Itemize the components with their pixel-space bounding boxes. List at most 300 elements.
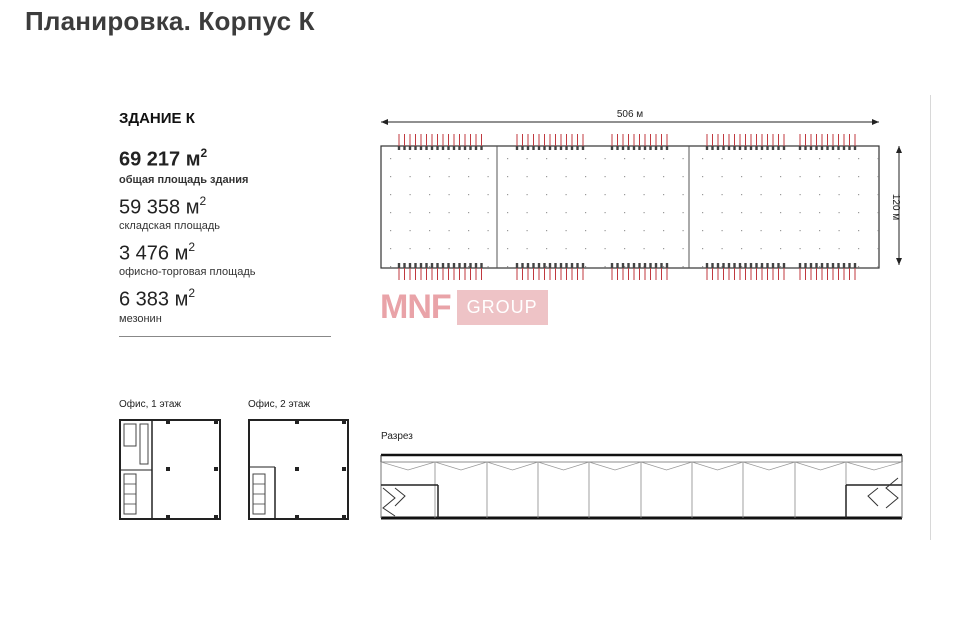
floor-plan	[381, 134, 879, 280]
dock-leveler	[480, 146, 482, 150]
dock-leveler	[804, 263, 806, 268]
column-dot	[488, 266, 489, 267]
dock-leveler	[655, 146, 657, 150]
column-dot	[624, 194, 625, 195]
dock-leveler	[420, 146, 422, 150]
column-dot	[449, 248, 450, 249]
dock-leveler	[761, 263, 763, 268]
page-title: Планировка. Корпус К	[25, 6, 315, 36]
column-dot	[663, 248, 664, 249]
column-dot	[858, 176, 859, 177]
column-dot	[429, 230, 430, 231]
dock-leveler	[766, 146, 768, 150]
column-dot	[663, 230, 664, 231]
building-name: ЗДАНИЕ К	[119, 110, 195, 127]
column-dot	[449, 212, 450, 213]
column-dot	[780, 212, 781, 213]
dock-leveler	[815, 146, 817, 150]
dock-leveler	[649, 146, 651, 150]
dock-leveler	[744, 146, 746, 150]
total-area-value: 69 217 $м^2$	[119, 146, 208, 171]
dock-leveler	[733, 146, 735, 150]
column-dot	[878, 158, 879, 159]
column-dot	[761, 158, 762, 159]
section-truss	[743, 462, 795, 470]
dock-leveler	[644, 146, 646, 150]
column-dot	[683, 176, 684, 177]
column-dot	[566, 194, 567, 195]
column-dot	[468, 266, 469, 267]
column-dot	[429, 266, 430, 267]
column-dot	[683, 248, 684, 249]
column-dot	[858, 158, 859, 159]
column-dot	[800, 230, 801, 231]
column-dot	[722, 248, 723, 249]
dock-leveler	[627, 146, 629, 150]
column-dot	[449, 230, 450, 231]
column-dot	[702, 266, 703, 267]
column-dot	[488, 212, 489, 213]
dock-leveler	[409, 146, 411, 150]
column-dot	[839, 230, 840, 231]
dock-leveler	[582, 146, 584, 150]
dock-leveler	[826, 263, 828, 268]
dock-leveler	[560, 146, 562, 150]
column-dot	[605, 266, 606, 267]
column-dot	[507, 266, 508, 267]
column-dot	[546, 230, 547, 231]
column-dot	[429, 194, 430, 195]
column-dot	[741, 248, 742, 249]
dock-leveler	[464, 263, 466, 268]
column-dot	[878, 230, 879, 231]
dock-leveler	[453, 146, 455, 150]
dock-leveler	[480, 263, 482, 268]
warehouse-area-caption: складская площадь	[119, 220, 221, 232]
dock-leveler	[733, 263, 735, 268]
office-floor-2-plan	[249, 420, 348, 519]
column-dot	[507, 248, 508, 249]
column-dot	[644, 230, 645, 231]
dock-leveler	[706, 146, 708, 150]
column-dot	[702, 248, 703, 249]
column-dot	[761, 230, 762, 231]
section-truss	[641, 462, 692, 470]
dock-leveler	[750, 263, 752, 268]
column-dot	[527, 212, 528, 213]
column-dot	[858, 248, 859, 249]
dock-leveler	[469, 263, 471, 268]
plan-outline	[381, 146, 879, 268]
column-dot	[819, 194, 820, 195]
section-truss	[846, 462, 902, 470]
column-dot	[527, 176, 528, 177]
dock-leveler	[755, 146, 757, 150]
dock-leveler	[783, 146, 785, 150]
column-dot	[605, 158, 606, 159]
dock-leveler	[837, 263, 839, 268]
dock-leveler	[848, 146, 850, 150]
column-dot	[839, 158, 840, 159]
column-dot	[605, 176, 606, 177]
column-dot	[410, 176, 411, 177]
dock-leveler	[420, 263, 422, 268]
column-dot	[488, 230, 489, 231]
dock-leveler	[799, 263, 801, 268]
column-dot	[702, 230, 703, 231]
dock-leveler	[666, 263, 668, 268]
warehouse-area-value: 59 358 $м^2$	[119, 194, 207, 219]
dock-leveler	[571, 146, 573, 150]
column-dot	[878, 212, 879, 213]
column-dot	[410, 158, 411, 159]
dock-leveler	[655, 263, 657, 268]
dock-leveler	[521, 146, 523, 150]
column-dot	[819, 176, 820, 177]
dock-leveler	[783, 263, 785, 268]
dock-leveler	[832, 146, 834, 150]
column-dot	[858, 212, 859, 213]
dock-leveler	[744, 263, 746, 268]
column-dot	[468, 194, 469, 195]
column-dot	[527, 230, 528, 231]
column-dot	[644, 176, 645, 177]
dock-leveler	[458, 263, 460, 268]
column-dot	[507, 230, 508, 231]
dock-leveler	[475, 146, 477, 150]
column-dot	[390, 230, 391, 231]
column-dot	[507, 194, 508, 195]
column-dot	[449, 176, 450, 177]
column-dot	[722, 194, 723, 195]
column-dot	[683, 212, 684, 213]
column-dot	[780, 194, 781, 195]
column-dot	[605, 194, 606, 195]
office-floor-2-label: Офис, 2 этаж	[248, 399, 311, 410]
dock-leveler	[436, 263, 438, 268]
column-dot	[488, 194, 489, 195]
column-dot	[449, 158, 450, 159]
dock-leveler	[442, 263, 444, 268]
column-dot	[605, 212, 606, 213]
dock-leveler	[565, 146, 567, 150]
dock-leveler	[772, 263, 774, 268]
section-truss	[435, 462, 487, 470]
dock-leveler	[832, 263, 834, 268]
dock-leveler	[666, 146, 668, 150]
column-dot	[741, 194, 742, 195]
dock-leveler	[761, 146, 763, 150]
column-dot	[468, 230, 469, 231]
dock-leveler	[772, 146, 774, 150]
mezzanine-area-caption: мезонин	[119, 313, 162, 325]
column-dot	[741, 176, 742, 177]
dock-leveler	[571, 263, 573, 268]
column-dot	[410, 230, 411, 231]
column-dot	[624, 158, 625, 159]
dock-leveler	[475, 263, 477, 268]
column-dot	[800, 194, 801, 195]
column-dot	[585, 158, 586, 159]
column-dot	[780, 230, 781, 231]
dock-leveler	[527, 263, 529, 268]
column-dot	[390, 194, 391, 195]
dock-leveler	[810, 263, 812, 268]
logo-brand: MNF	[380, 288, 451, 326]
column-dot	[410, 248, 411, 249]
column-dot	[488, 248, 489, 249]
dock-leveler	[543, 146, 545, 150]
column-dot	[741, 212, 742, 213]
column-dot	[761, 176, 762, 177]
column-dot	[585, 266, 586, 267]
dock-leveler	[728, 263, 730, 268]
column-dot	[878, 176, 879, 177]
dock-leveler	[554, 146, 556, 150]
column-dot	[761, 212, 762, 213]
column-dot	[780, 248, 781, 249]
dock-leveler	[516, 263, 518, 268]
dock-leveler	[576, 263, 578, 268]
section-truss	[487, 462, 538, 470]
column-dot	[683, 158, 684, 159]
column-dot	[858, 230, 859, 231]
width-label: 120 м	[890, 193, 901, 221]
column-dot	[390, 266, 391, 267]
dock-leveler	[543, 263, 545, 268]
mezzanine-area-value: 6 383 $м^2$	[119, 286, 196, 311]
dock-leveler	[527, 146, 529, 150]
office-area-caption: офисно-торговая площадь	[119, 266, 256, 278]
column-dot	[741, 158, 742, 159]
column-dot	[858, 266, 859, 267]
dock-leveler	[447, 146, 449, 150]
dock-leveler	[854, 263, 856, 268]
dock-leveler	[843, 263, 845, 268]
section-trusses	[381, 462, 902, 518]
dock-leveler	[414, 263, 416, 268]
office-floor-1-plan	[120, 420, 220, 519]
dock-leveler	[826, 146, 828, 150]
column-dot	[624, 230, 625, 231]
dock-leveler	[425, 263, 427, 268]
column-dot	[663, 194, 664, 195]
dock-leveler	[755, 263, 757, 268]
dock-leveler	[431, 146, 433, 150]
dock-leveler	[464, 146, 466, 150]
column-dot	[663, 158, 664, 159]
column-dot	[683, 230, 684, 231]
dock-leveler	[554, 263, 556, 268]
dock-leveler	[521, 263, 523, 268]
dock-leveler	[516, 146, 518, 150]
column-dot	[546, 176, 547, 177]
column-dot	[546, 248, 547, 249]
column-dot	[702, 194, 703, 195]
column-dot	[390, 212, 391, 213]
column-dot	[546, 212, 547, 213]
dock-leveler	[532, 146, 534, 150]
column-dot	[429, 176, 430, 177]
dock-leveler	[633, 263, 635, 268]
column-dot	[761, 248, 762, 249]
logo-group: GROUP	[457, 290, 548, 325]
column-dot	[780, 176, 781, 177]
column-dot	[702, 212, 703, 213]
column-dot	[741, 230, 742, 231]
column-dot	[663, 212, 664, 213]
dock-leveler	[622, 263, 624, 268]
column-dot	[507, 212, 508, 213]
column-dot	[546, 194, 547, 195]
column-dot	[800, 212, 801, 213]
column-dot	[390, 158, 391, 159]
dock-leveler	[804, 146, 806, 150]
column-dot	[878, 194, 879, 195]
column-dot	[722, 212, 723, 213]
dock-leveler	[436, 146, 438, 150]
column-dot	[585, 230, 586, 231]
length-label: 506 м	[616, 109, 644, 120]
column-dot	[780, 266, 781, 267]
dock-leveler	[660, 263, 662, 268]
column-dot	[605, 230, 606, 231]
column-dot	[410, 194, 411, 195]
dock-leveler	[565, 263, 567, 268]
dock-leveler	[706, 263, 708, 268]
column-dot	[644, 248, 645, 249]
dock-leveler	[717, 146, 719, 150]
dock-leveler	[549, 146, 551, 150]
dock-leveler	[560, 263, 562, 268]
column-dot	[819, 266, 820, 267]
column-dot	[683, 266, 684, 267]
cross-section	[381, 455, 902, 518]
section-truss	[538, 462, 589, 470]
dock-leveler	[532, 263, 534, 268]
dock-leveler	[799, 146, 801, 150]
column-dot	[839, 212, 840, 213]
dock-leveler	[431, 263, 433, 268]
dock-leveler	[453, 263, 455, 268]
column-dot	[644, 158, 645, 159]
column-dot	[566, 248, 567, 249]
column-dot	[663, 266, 664, 267]
section-truss	[381, 462, 435, 470]
total-area-caption: общая площадь здания	[119, 174, 249, 186]
dock-leveler	[538, 146, 540, 150]
column-dot	[702, 176, 703, 177]
dock-leveler	[815, 263, 817, 268]
dock-leveler	[616, 146, 618, 150]
dock-leveler	[538, 263, 540, 268]
dock-leveler	[414, 146, 416, 150]
column-dot	[468, 176, 469, 177]
column-dot	[488, 176, 489, 177]
column-dot	[761, 194, 762, 195]
column-dot	[624, 212, 625, 213]
column-dot	[722, 230, 723, 231]
column-dot	[839, 194, 840, 195]
dock-leveler	[638, 146, 640, 150]
dock-leveler	[810, 146, 812, 150]
column-dot	[410, 212, 411, 213]
column-dot	[429, 248, 430, 249]
dock-leveler	[582, 263, 584, 268]
dock-leveler	[722, 146, 724, 150]
column-dot	[663, 176, 664, 177]
dock-leveler	[469, 146, 471, 150]
column-dot	[546, 158, 547, 159]
dock-leveler	[660, 146, 662, 150]
dock-leveler	[821, 263, 823, 268]
column-dot	[527, 248, 528, 249]
section-truss	[795, 462, 846, 470]
column-dot	[585, 248, 586, 249]
section-office-right	[846, 478, 902, 518]
dock-leveler	[576, 146, 578, 150]
column-dot	[468, 212, 469, 213]
dock-leveler	[616, 263, 618, 268]
section-truss	[692, 462, 743, 470]
dock-leveler	[722, 263, 724, 268]
column-dot	[819, 248, 820, 249]
dock-leveler	[638, 263, 640, 268]
dock-leveler	[425, 146, 427, 150]
dock-leveler	[711, 146, 713, 150]
column-dot	[800, 158, 801, 159]
column-dot	[839, 248, 840, 249]
column-dot	[878, 248, 879, 249]
column-dot	[800, 248, 801, 249]
office-floor-1-label: Офис, 1 этаж	[119, 399, 182, 410]
column-dot	[644, 212, 645, 213]
section-office-left	[381, 485, 438, 518]
column-dot	[546, 266, 547, 267]
dock-leveler	[447, 263, 449, 268]
column-dot	[429, 158, 430, 159]
column-dot	[507, 176, 508, 177]
column-dot	[566, 212, 567, 213]
column-dot	[566, 230, 567, 231]
column-dot	[624, 248, 625, 249]
dock-leveler	[442, 146, 444, 150]
column-dot	[390, 248, 391, 249]
dock-leveler	[728, 146, 730, 150]
column-dot	[722, 158, 723, 159]
dock-leveler	[458, 146, 460, 150]
dock-leveler	[633, 146, 635, 150]
column-dot	[566, 176, 567, 177]
column-dot	[449, 194, 450, 195]
dock-leveler	[750, 146, 752, 150]
dock-leveler	[837, 146, 839, 150]
column-dot	[527, 158, 528, 159]
dock-leveler	[622, 146, 624, 150]
column-dot	[878, 266, 879, 267]
dock-leveler	[739, 263, 741, 268]
column-dot	[858, 194, 859, 195]
column-dot	[488, 158, 489, 159]
section-truss	[589, 462, 641, 470]
dock-leveler	[777, 146, 779, 150]
column-dot	[468, 158, 469, 159]
dock-leveler	[843, 146, 845, 150]
dock-leveler	[711, 263, 713, 268]
column-dot	[839, 176, 840, 177]
dock-leveler	[409, 263, 411, 268]
dock-leveler	[644, 263, 646, 268]
